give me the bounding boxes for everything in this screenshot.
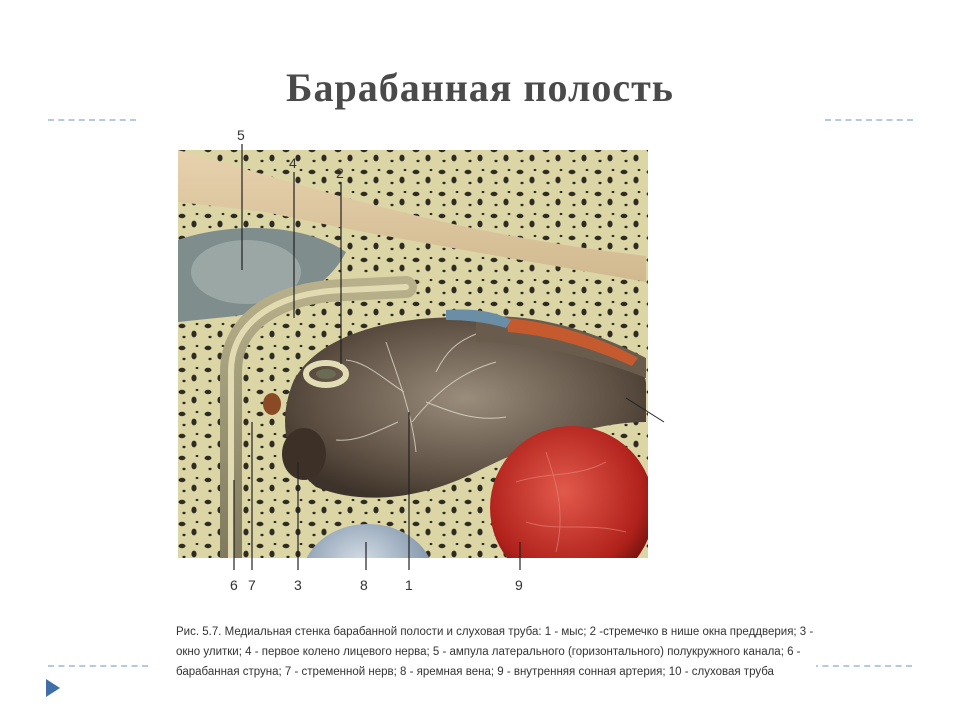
slide-title: Барабанная полость xyxy=(286,65,674,110)
label-4: 4 xyxy=(289,155,297,171)
figure-top-mask xyxy=(176,122,672,149)
label-2: 2 xyxy=(336,165,344,181)
pyramidal-eminence xyxy=(263,393,281,415)
label-8: 8 xyxy=(360,577,368,593)
figure-right-mask xyxy=(648,122,672,608)
stapes-footplate xyxy=(316,369,336,379)
label-9: 9 xyxy=(515,577,523,593)
title-divider-right xyxy=(825,119,913,121)
label-5: 5 xyxy=(237,127,245,143)
tympanic-cavity-illustration xyxy=(176,122,672,608)
title-divider-left xyxy=(48,119,136,121)
round-window xyxy=(282,428,326,480)
label-6: 6 xyxy=(230,577,238,593)
footer-divider-left xyxy=(48,665,148,667)
label-7: 7 xyxy=(248,577,256,593)
footer-divider-right xyxy=(812,665,912,667)
anatomy-figure xyxy=(176,122,672,608)
label-1: 1 xyxy=(405,577,413,593)
figure-caption: Рис. 5.7. Медиальная стенка барабанной полости и слуховая труба: 1 - мыс; 2 -стремечко в нише окна преддверия; 3 - окно улитки; 4 - первое колено лицевого нерва; 5 - ампула латерального (горизонтального) полукружного канала; 6 - барабанная струна; 7 - стременной нерв; 8 - яремная вена; 9 - внутренняя сонная артерия; 10 - слуховая труба xyxy=(176,622,816,682)
triangle-right-icon[interactable] xyxy=(44,677,62,699)
label-3: 3 xyxy=(294,577,302,593)
